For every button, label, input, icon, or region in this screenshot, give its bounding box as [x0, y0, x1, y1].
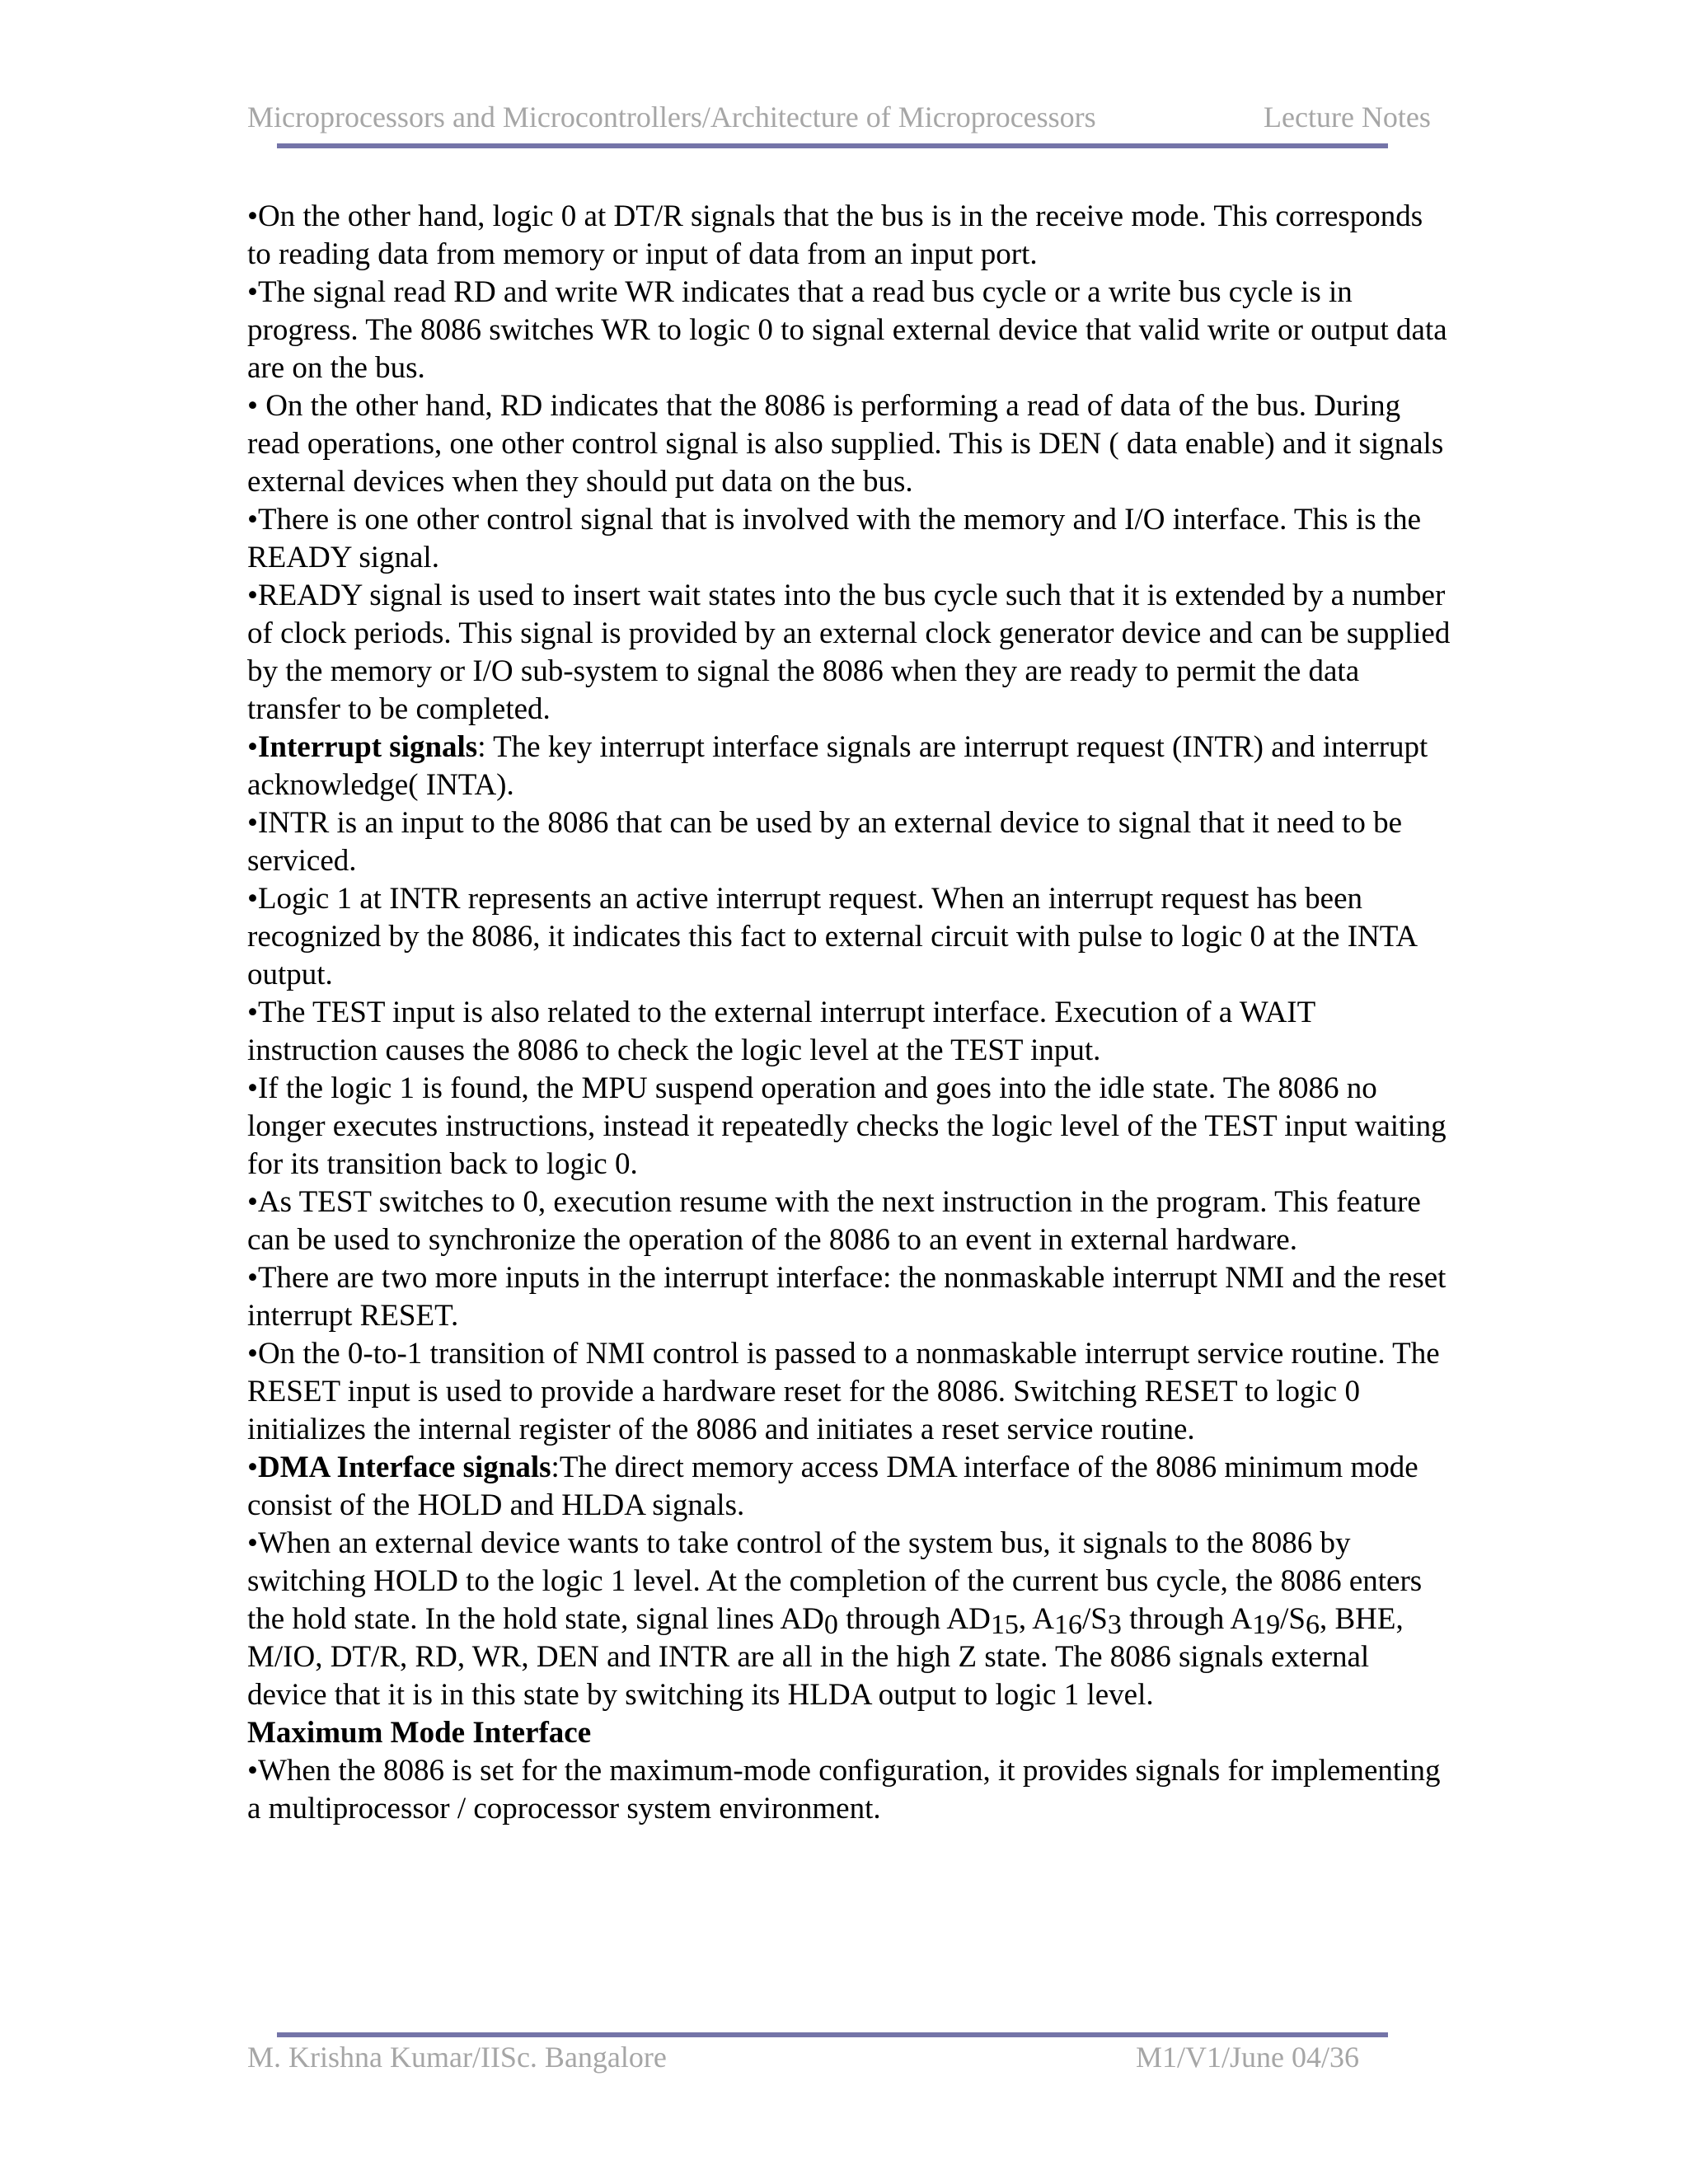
header-rule	[277, 143, 1388, 148]
text-run: , BHE, M/IO, DT/R, RD, WR, DEN and INTR are all in the high Z state. The 8086 signals external device that it is in this state by switching its HLDA output to logic 1 level.	[247, 1602, 1404, 1712]
paragraph: •On the 0-to-1 transition of NMI control is passed to a nonmaskable interrupt service routine. The RESET input is used to provide a hardware reset for the 8086. Switching RESET to logic 0 initializes the internal register of the 8086 and initiates a reset service routine.	[247, 1337, 1440, 1446]
paragraph	[247, 1449, 1451, 1525]
subscript: 15	[990, 1610, 1019, 1640]
paragraph: •When the 8086 is set for the maximum-mode configuration, it provides signals for implementing a multiprocessor / coprocessor system environment.	[247, 1754, 1441, 1825]
bold-term: DMA Interface signals	[257, 1451, 551, 1484]
text-run: /S	[1082, 1602, 1108, 1636]
header-label: Lecture Notes	[1264, 101, 1431, 134]
paragraph-text: :The direct memory access DMA interface of the 8086 minimum mode consist of the HOLD and HLDA signals.	[247, 1451, 1418, 1522]
subscript: 19	[1252, 1610, 1281, 1640]
paragraph: •If the logic 1 is found, the MPU suspend operation and goes into the idle state. The 8086 no longer executes instructions, instead it repeatedly checks the logic level of the TEST input waiting for its transition back to logic 0.	[247, 1071, 1447, 1181]
subscript: 3	[1107, 1610, 1122, 1640]
section-heading-text: Maximum Mode Interface	[247, 1716, 592, 1750]
text-run: /S	[1280, 1602, 1306, 1636]
paragraph: •INTR is an input to the 8086 that can be used by an external device to signal that it need to be serviced.	[247, 806, 1403, 878]
paragraph-text: : The key interrupt interface signals are interrupt request (INTR) and interrupt acknowledge( INTA).	[247, 730, 1428, 802]
text-run: •When an external device wants to take control of the system bus, it signals to the 8086 by switching HOLD to the logic 1 level. At the completion of the current bus cycle, the 8086 enters the hold state. In the hold state, signal lines AD	[247, 1526, 1423, 1636]
text-run: , A	[1018, 1602, 1054, 1636]
hold-paragraph	[247, 1525, 1451, 1714]
footer-author: M. Krishna Kumar/IISc. Bangalore	[247, 2041, 667, 2074]
paragraph: •The TEST input is also related to the external interrupt interface. Execution of a WAIT instruction causes the 8086 to check the logic level at the TEST input.	[247, 996, 1315, 1067]
bullet: •	[247, 1451, 258, 1484]
bold-term: Interrupt signals	[257, 730, 478, 764]
paragraph: • On the other hand, RD indicates that the 8086 is performing a read of data of the bus. During read operations, one other control signal is also supplied. This is DEN ( data enable) and it signals external devices when they should put data on the bus.	[247, 389, 1444, 499]
paragraph	[247, 729, 1451, 804]
paragraph: •There is one other control signal that is involved with the memory and I/O interface. This is the READY signal.	[247, 503, 1422, 574]
paragraph: •On the other hand, logic 0 at DT/R signals that the bus is in the receive mode. This corresponds to reading data from memory or input of data from an input port.	[247, 199, 1423, 271]
section-heading	[247, 1714, 1451, 1752]
subscript: 6	[1306, 1610, 1320, 1640]
paragraph: •There are two more inputs in the interrupt interface: the nonmaskable interrupt NMI and the reset interrupt RESET.	[247, 1261, 1447, 1333]
paragraph: •READY signal is used to insert wait states into the bus cycle such that it is extended by a number of clock periods. This signal is provided by an external clock generator device and can be supplied by the memory or I/O sub-system to signal the 8086 when they are ready to permit the data transfer to be completed.	[247, 579, 1451, 726]
body-text	[247, 198, 1451, 1828]
subscript: 16	[1054, 1610, 1082, 1640]
paragraph: •The signal read RD and write WR indicates that a read bus cycle or a write bus cycle is in progress. The 8086 switches WR to logic 0 to signal external device that valid write or output data are on the bus.	[247, 275, 1447, 385]
footer-page-ref: M1/V1/June 04/36	[1136, 2041, 1360, 2074]
paragraph: •Logic 1 at INTR represents an active interrupt request. When an interrupt request has been recognized by the 8086, it indicates this fact to external circuit with pulse to logic 0 at the INTA output.	[247, 882, 1417, 991]
subscript: 0	[823, 1610, 838, 1640]
paragraph: •As TEST switches to 0, execution resume with the next instruction in the program. This feature can be used to synchronize the operation of the 8086 to an event in external hardware.	[247, 1185, 1421, 1257]
header-title: Microprocessors and Microcontrollers/Architecture of Microprocessors	[247, 101, 1096, 134]
text-run: through AD	[837, 1602, 991, 1636]
footer-rule	[277, 2032, 1388, 2037]
text-run: through A	[1121, 1602, 1253, 1636]
bullet: •	[247, 730, 258, 764]
